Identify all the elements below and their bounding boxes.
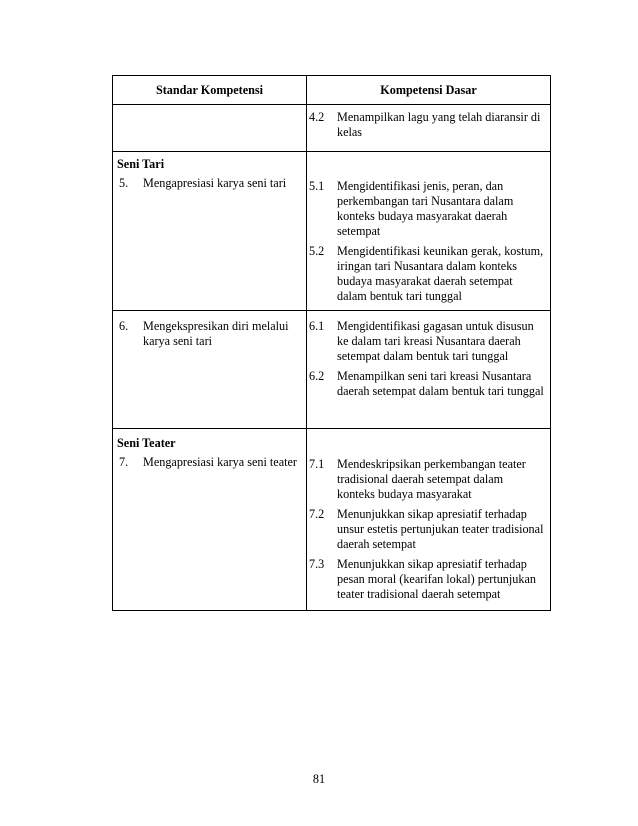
kd-item — [309, 457, 544, 502]
kd-cell — [307, 311, 551, 429]
kd-text: Menunjukkan sikap apresiatif terhadap unsur estetis pertunjukan teater tradisional daerah setempat — [337, 507, 544, 551]
kd-number: 4.2 — [309, 110, 325, 124]
kd-text: Menampilkan lagu yang telah diaransir di kelas — [337, 110, 541, 139]
table-row — [113, 152, 551, 311]
sk-number: 6. — [119, 319, 129, 333]
kd-text: Menunjukkan sikap apresiatif terhadap pesan moral (kearifan lokal) pertunjukan teater tradisional daerah setempat — [337, 557, 536, 601]
section-cell — [113, 152, 551, 311]
sk-item — [119, 319, 300, 349]
sk-item — [119, 455, 300, 470]
sk-number: 7. — [119, 455, 129, 469]
competency-table — [112, 75, 551, 611]
kd-text: Mengidentifikasi keunikan gerak, kostum, iringan tari Nusantara dalam konteks budaya masyarakat daerah setempat dalam bentuk tari tunggal — [337, 244, 544, 303]
kd-text: Menampilkan seni tari kreasi Nusantara daerah setempat dalam bentuk tari tunggal — [337, 369, 544, 398]
kd-text: Mengidentifikasi gagasan untuk disusun ke dalam tari kreasi Nusantara daerah setempat dalam bentuk tari tunggal — [337, 319, 534, 363]
kd-number: 7.3 — [309, 557, 325, 571]
kd-item — [309, 369, 544, 399]
kd-number: 5.2 — [309, 244, 325, 258]
sk-cell — [113, 152, 307, 310]
kd-item — [309, 244, 544, 304]
kd-text: Mengidentifikasi jenis, peran, dan perkembangan tari Nusantara dalam konteks budaya masyarakat daerah setempat — [337, 179, 514, 238]
kd-text: Mendeskripsikan perkembangan teater tradisional daerah setempat dalam konteks budaya masyarakat — [337, 457, 526, 501]
kd-item — [309, 557, 544, 602]
sk-cell — [113, 429, 307, 610]
kd-number: 5.1 — [309, 179, 325, 193]
table-header-row — [113, 76, 551, 105]
kd-number: 7.1 — [309, 457, 325, 471]
kd-item — [309, 110, 544, 140]
kd-item — [309, 179, 544, 239]
header-kompetensi-dasar: Kompetensi Dasar — [307, 76, 551, 105]
kd-cell — [307, 429, 550, 610]
page-number: 81 — [312, 772, 326, 786]
kd-cell — [307, 152, 550, 310]
sk-item — [119, 176, 300, 191]
sk-cell — [113, 311, 307, 429]
sk-text: Mengapresiasi karya seni teater — [143, 455, 297, 469]
kd-number: 6.1 — [309, 319, 325, 333]
kd-number: 6.2 — [309, 369, 325, 383]
section-title: Seni Teater — [117, 436, 176, 450]
kd-item — [309, 319, 544, 364]
table-row — [113, 311, 551, 429]
section-title: Seni Tari — [117, 157, 165, 171]
sk-cell — [113, 105, 307, 152]
section-cell — [113, 429, 551, 611]
sk-number: 5. — [119, 176, 129, 190]
header-standar-kompetensi: Standar Kompetensi — [113, 76, 307, 105]
kd-cell — [307, 105, 551, 152]
sk-text: Mengekspresikan diri melalui karya seni tari — [143, 319, 289, 348]
sk-text: Mengapresiasi karya seni tari — [143, 176, 287, 190]
table-row — [113, 105, 551, 152]
table-row — [113, 429, 551, 611]
kd-item — [309, 507, 544, 552]
kd-number: 7.2 — [309, 507, 325, 521]
